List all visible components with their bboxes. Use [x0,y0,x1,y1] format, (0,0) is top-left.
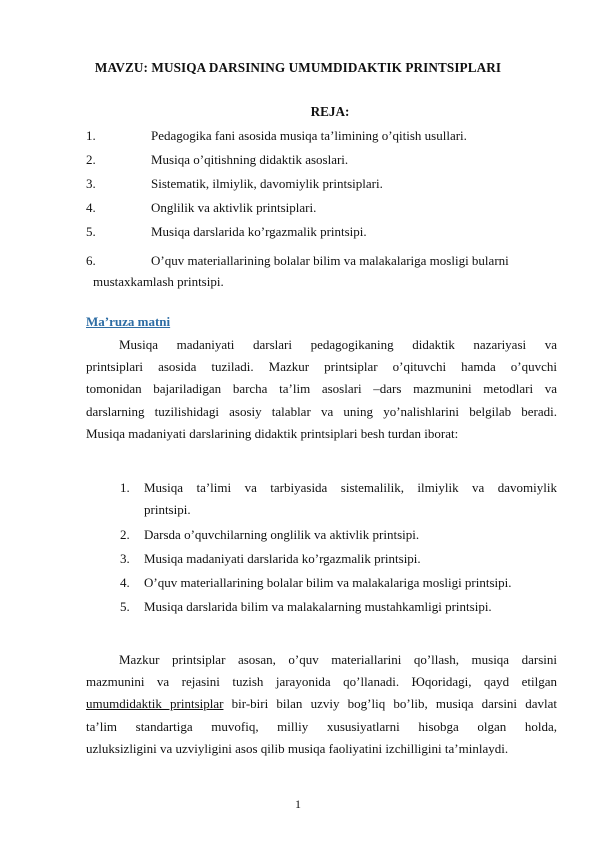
paragraph-line: darslarning tuzilishidagi asosiy talablar va uning yo’nalishlarini belgilab beradi. [86,403,557,419]
plan-item-text: Onglilik va aktivlik printsiplari. [151,200,317,215]
list-item-text: Musiqa ta’limi va tarbiyasida sistemalilik, ilmiylik va davomiylik [144,480,557,495]
page-number: 1 [295,797,301,811]
paragraph-line: uzluksizligini va uzviyligini asos qilib musiqa faoliyatini izchilligini ta’minlaydi. [86,740,509,756]
paragraph-line: Mazkur printsiplar asosan, o’quv materiallarini qo’llash, musiqa darsini [119,652,557,667]
plan-item-text: Musiqa o’qitishning didaktik asoslari. [151,152,349,167]
plan-item-number: 2. [86,152,96,167]
list-item-number: 2. [120,527,130,542]
plan-item-number: 5. [86,224,96,239]
list-item-text: Musiqa madaniyati darslarida ko’rgazmalik printsipi. [144,551,421,566]
plan-item-text: Musiqa darslarida ko’rgazmalik printsipi. [151,224,367,239]
closing-paragraph [86,649,557,760]
section-heading: Ma’ruza matni [86,314,171,329]
plan-heading: REJA: [310,104,350,119]
paragraph-line: Musiqa madaniyati darslarining didaktik printsiplari besh turdan iborat: [86,425,459,441]
list-item-number: 1. [120,480,130,495]
paragraph-line: tomonidan bajariladigan barcha ta’lim asoslari –dars mazmunini metodlari va [86,381,557,397]
list-item-number: 3. [120,551,130,566]
plan-item-text: O’quv materiallarining bolalar bilim va malakalariga mosligi bularni [151,253,509,268]
list-item-number: 4. [120,575,130,590]
plan-item-text: Sistematik, ilmiylik, davomiylik printsiplari. [151,176,383,191]
document-title: MAVZU: MUSIQA DARSINING UMUMDIDAKTIK PRINTSIPLARI [94,60,502,75]
plan-item-number: 1. [86,128,96,143]
plan-item [86,250,557,292]
list-item-number: 5. [120,599,130,614]
list-item-text: O’quv materiallarining bolalar bilim va malakalariga mosligi printsipi. [144,575,512,590]
intro-paragraph [86,334,557,445]
plan-item-number: 3. [86,176,96,191]
paragraph-line: mazmunini va rejasini tuzish jarayonida qo’llanadi. Юqoridagi, qayd etilgan [86,674,557,690]
paragraph-line [86,693,557,715]
list-item-text-continued: printsipi. [144,502,191,517]
list-item-text: Darsda o’quvchilarning onglilik va aktivlik printsipi. [144,527,420,542]
plan-item-text-continued: mustaxkamlash printsipi. [93,274,224,289]
plan-item-number: 4. [86,200,96,215]
plan-item-text: Pedagogika fani asosida musiqa ta’limining o’qitish usullari. [151,128,467,143]
plan-item-number: 6. [86,253,96,268]
list-item-text: Musiqa darslarida bilim va malakalarning mustahkamligi printsipi. [144,599,492,614]
paragraph-line-rest: bir-biri bilan uzviy bog’liq bo’lib, musiqa darsini davlat [223,696,558,712]
paragraph-line: Musiqa madaniyati darslari pedagogikaning didaktik nazariyasi va [119,337,557,352]
paragraph-line: printsiplari asosida tuziladi. Mazkur printsiplar o’qituvchi hamda o’quvchi [86,359,557,375]
paragraph-line: ta’lim standartiga muvofiq, milliy xususiyatlarni hisobga olgan holda, [86,718,557,734]
underlined-term: umumdidaktik printsiplar [86,696,224,712]
